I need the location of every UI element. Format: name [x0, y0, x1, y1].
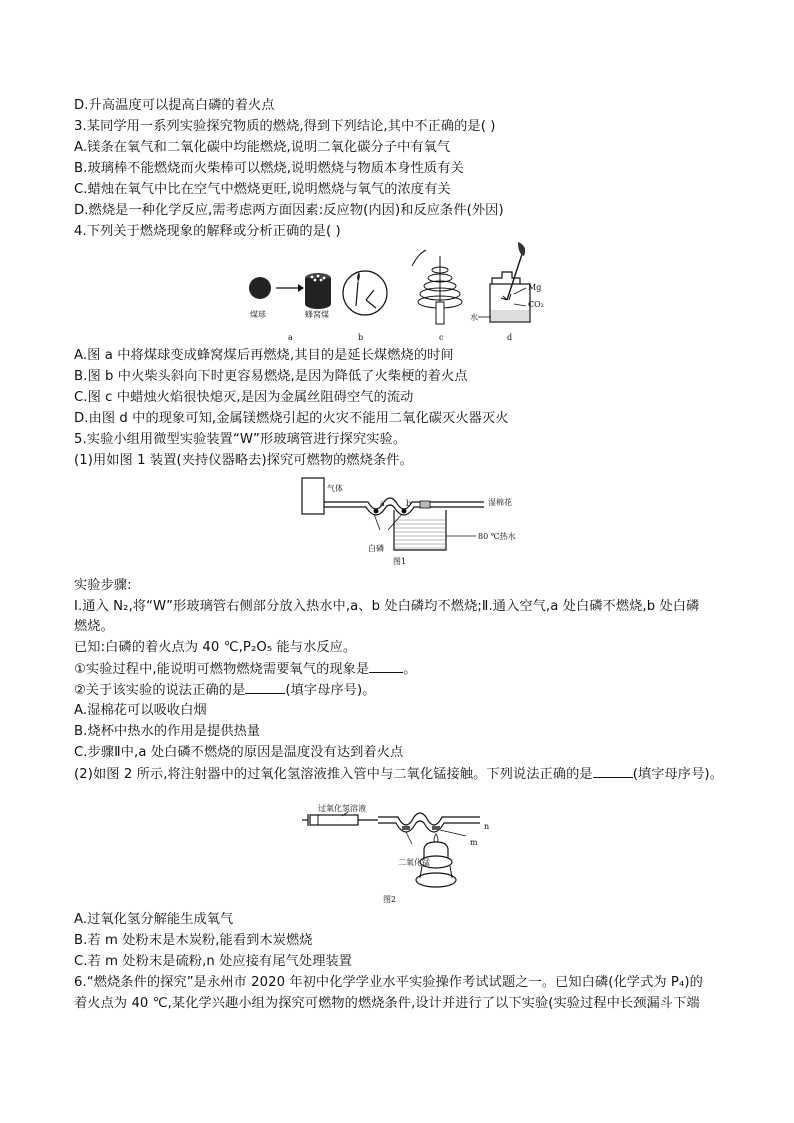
known-info: 已知:白磷的着火点为 40 ℃,P₂O₅ 能与水反应。 [74, 640, 357, 655]
hot-water-label: 80 ℃热水 [478, 532, 516, 541]
answer-blank-1[interactable] [369, 660, 403, 673]
honeycomb-label: 蜂窝煤 [305, 310, 329, 319]
option-3b: B.玻璃棒不能燃烧而火柴棒可以燃烧,说明燃烧与物质本身性质有关 [74, 161, 464, 176]
fig-c-label: c [439, 333, 444, 342]
point-m-label: m [470, 838, 478, 847]
co2-label: CO₂ [528, 300, 544, 309]
sub-question-2-end: (填字母序号)。 [285, 683, 376, 698]
answer-blank-2[interactable] [245, 681, 285, 694]
coal-ball-label: 煤球 [250, 310, 266, 319]
question-3: 3.某同学用一系列实验探究物质的燃烧,得到下列结论,其中不正确的是( ) [74, 119, 496, 134]
question-5-part-2-text: (2)如图 2 所示,将注射器中的过氧化氢溶液推入管中与二氧化锰接触。下列说法正确的是 [74, 767, 593, 782]
step-1-cont: 燃烧。 [74, 619, 114, 634]
point-a-label: a [380, 499, 385, 508]
sub-question-2-text: ②关于该实验的说法正确的是 [74, 683, 246, 698]
question-5-part-2-end: (填字母序号)。 [632, 767, 723, 782]
mno2-label: 二氧化锰 [398, 858, 430, 867]
steps-title: 实验步骤: [74, 578, 132, 593]
figure-2-caption: 图2 [383, 895, 397, 904]
option-3d: D.燃烧是一种化学反应,需考虑两方面因素:反应物(内因)和反应条件(外因) [74, 203, 504, 218]
water-label: 水 [470, 313, 478, 322]
sub-question-2 [74, 681, 376, 700]
point-n-label: n [484, 822, 490, 831]
question-4-figure [240, 238, 550, 346]
coal-ball-shape [249, 277, 271, 299]
gas-label: 气体 [327, 484, 343, 493]
sub-question-1-text: ①实验过程中,能说明可燃物燃烧需要氧气的现象是 [74, 662, 370, 677]
fig-a-label: a [288, 333, 293, 342]
mg-label: Mg [528, 283, 542, 292]
h2o2-label: 过氧化氢溶液 [318, 804, 366, 813]
question-5: 5.实验小组用微型实验装置“W”形玻璃管进行探究实验。 [74, 432, 407, 447]
option-4d: D.由图 d 中的现象可知,金属镁燃烧引起的火灾不能用二氧化碳灭火器灭火 [74, 411, 509, 426]
figure-2-apparatus [298, 800, 498, 896]
sub-question-1-end: 。 [403, 662, 417, 677]
fig-d-label: d [507, 333, 513, 342]
white-phosphorus-label: 白磷 [368, 544, 384, 553]
option-4c: C.图 c 中蜡烛火焰很快熄灭,是因为金属丝阻碍空气的流动 [74, 390, 414, 405]
option-5-2b: B.烧杯中热水的作用是提供热量 [74, 724, 261, 739]
wet-cotton-label: 湿棉花 [488, 498, 512, 507]
option-3a: A.镁条在氧气和二氧化碳中均能燃烧,说明二氧化碳分子中有氧气 [74, 140, 451, 155]
question-6-line-1: 6.“燃烧条件的探究”是永州市 2020 年初中化学学业水平实验操作考试试题之一。已知白磷(化学式为 P₄)的 [74, 975, 703, 990]
sub-question-1 [74, 660, 417, 679]
option-3d-previous: D.升高温度可以提高白磷的着火点 [74, 98, 275, 113]
question-6-line-2: 着火点为 40 ℃,某化学兴趣小组为探究可燃物的燃烧条件,设计并进行了以下实验(实验过程中长颈漏斗下端 [74, 996, 700, 1011]
question-4: 4.下列关于燃烧现象的解释或分析正确的是( ) [74, 224, 341, 239]
step-1: Ⅰ.通入 N₂,将“W”形玻璃管右侧部分放入热水中,a、b 处白磷均不燃烧;Ⅱ.通入空气,a 处白磷不燃烧,b 处白磷 [74, 599, 700, 614]
question-5-part-2 [74, 765, 723, 784]
option-5-2a: A.湿棉花可以吸收白烟 [74, 703, 207, 718]
option-3c: C.蜡烛在氧气中比在空气中燃烧更旺,说明燃烧与氧气的浓度有关 [74, 182, 451, 197]
point-b-label: b [406, 499, 412, 508]
option-4a: A.图 a 中将煤球变成蜂窝煤后再燃烧,其目的是延长煤燃烧的时间 [74, 348, 454, 363]
option-5-2-a: A.过氧化氢分解能生成氧气 [74, 912, 234, 927]
answer-blank-3[interactable] [593, 765, 633, 778]
figure-1-caption: 图1 [393, 557, 407, 566]
question-5-part-1: (1)用如图 1 装置(夹持仪器略去)探究可燃物的燃烧条件。 [74, 453, 413, 468]
option-5-2c: C.步骤Ⅱ中,a 处白磷不燃烧的原因是温度没有达到着火点 [74, 745, 404, 760]
option-5-2-c: C.若 m 处粉末是硫粉,n 处应接有尾气处理装置 [74, 954, 353, 969]
fig-b-label: b [358, 333, 364, 342]
option-4b: B.图 b 中火柴头斜向下时更容易燃烧,是因为降低了火柴梗的着火点 [74, 369, 468, 384]
option-5-2-b: B.若 m 处粉末是木炭粉,能看到木炭燃烧 [74, 933, 313, 948]
